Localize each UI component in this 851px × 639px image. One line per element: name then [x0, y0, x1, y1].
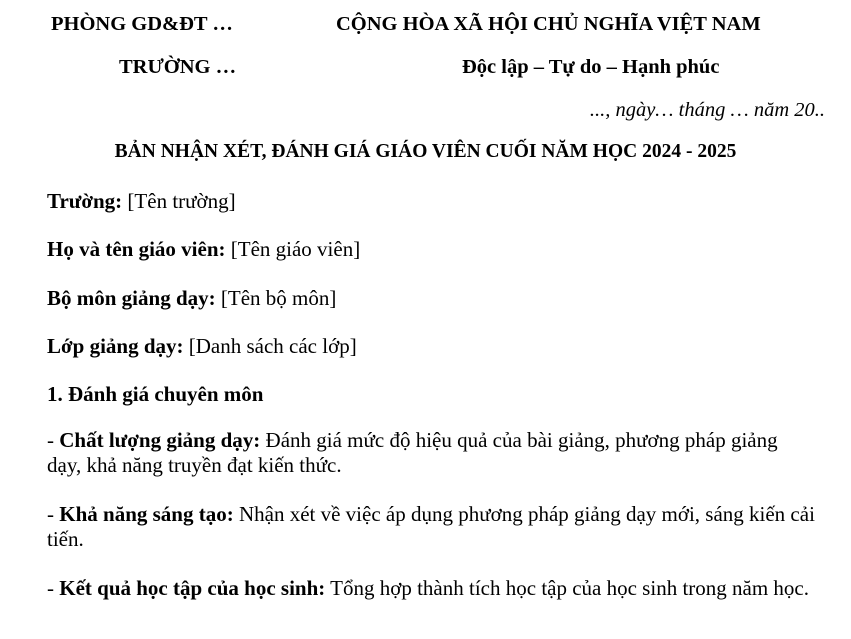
field-label: Họ và tên giáo viên: — [47, 237, 226, 261]
field-label: Lớp giảng dạy: — [47, 334, 184, 358]
date-line: ..., ngày… tháng … năm 20.. — [589, 99, 825, 121]
school-name: TRƯỜNG … — [119, 56, 237, 78]
national-title: CỘNG HÒA XÃ HỘI CHỦ NGHĨA VIỆT NAM — [336, 13, 761, 35]
bullet-dash: - — [47, 428, 60, 452]
national-motto: Độc lập – Tự do – Hạnh phúc — [462, 56, 720, 78]
field-teacher-name — [47, 237, 360, 262]
bullet-dash: - — [47, 576, 60, 600]
field-value: [Tên trường] — [122, 189, 236, 213]
criterion-label: Chất lượng giảng dạy: — [59, 428, 261, 452]
criterion-text: Nhận xét về việc áp dụng phương pháp giảng dạy mới, sáng kiến cải tiến. — [47, 502, 815, 551]
field-value: [Danh sách các lớp] — [183, 334, 357, 358]
section-heading: 1. Đánh giá chuyên môn — [47, 382, 264, 406]
field-value: [Tên bộ môn] — [215, 286, 337, 310]
criterion-teaching-quality — [47, 428, 817, 478]
criterion-student-results — [47, 576, 817, 601]
field-classes — [47, 334, 357, 359]
bullet-dash: - — [47, 502, 60, 526]
criterion-creativity — [47, 502, 817, 552]
department-name: PHÒNG GD&ĐT … — [51, 13, 233, 35]
criterion-label: Khả năng sáng tạo: — [59, 502, 234, 526]
field-label: Bộ môn giảng dạy: — [47, 286, 216, 310]
field-subject — [47, 286, 336, 311]
field-school — [47, 189, 236, 214]
document-title: BẢN NHẬN XÉT, ĐÁNH GIÁ GIÁO VIÊN CUỐI NĂM HỌC 2024 - 2025 — [114, 141, 737, 162]
criterion-text: Tổng hợp thành tích học tập của học sinh trong năm học. — [325, 576, 809, 600]
criterion-text: Đánh giá mức độ hiệu quả của bài giảng, phương pháp giảng dạy, khả năng truyền đạt kiến thức. — [47, 428, 778, 477]
criterion-label: Kết quả học tập của học sinh: — [59, 576, 326, 600]
field-value: [Tên giáo viên] — [225, 237, 361, 261]
field-label: Trường: — [47, 189, 123, 213]
